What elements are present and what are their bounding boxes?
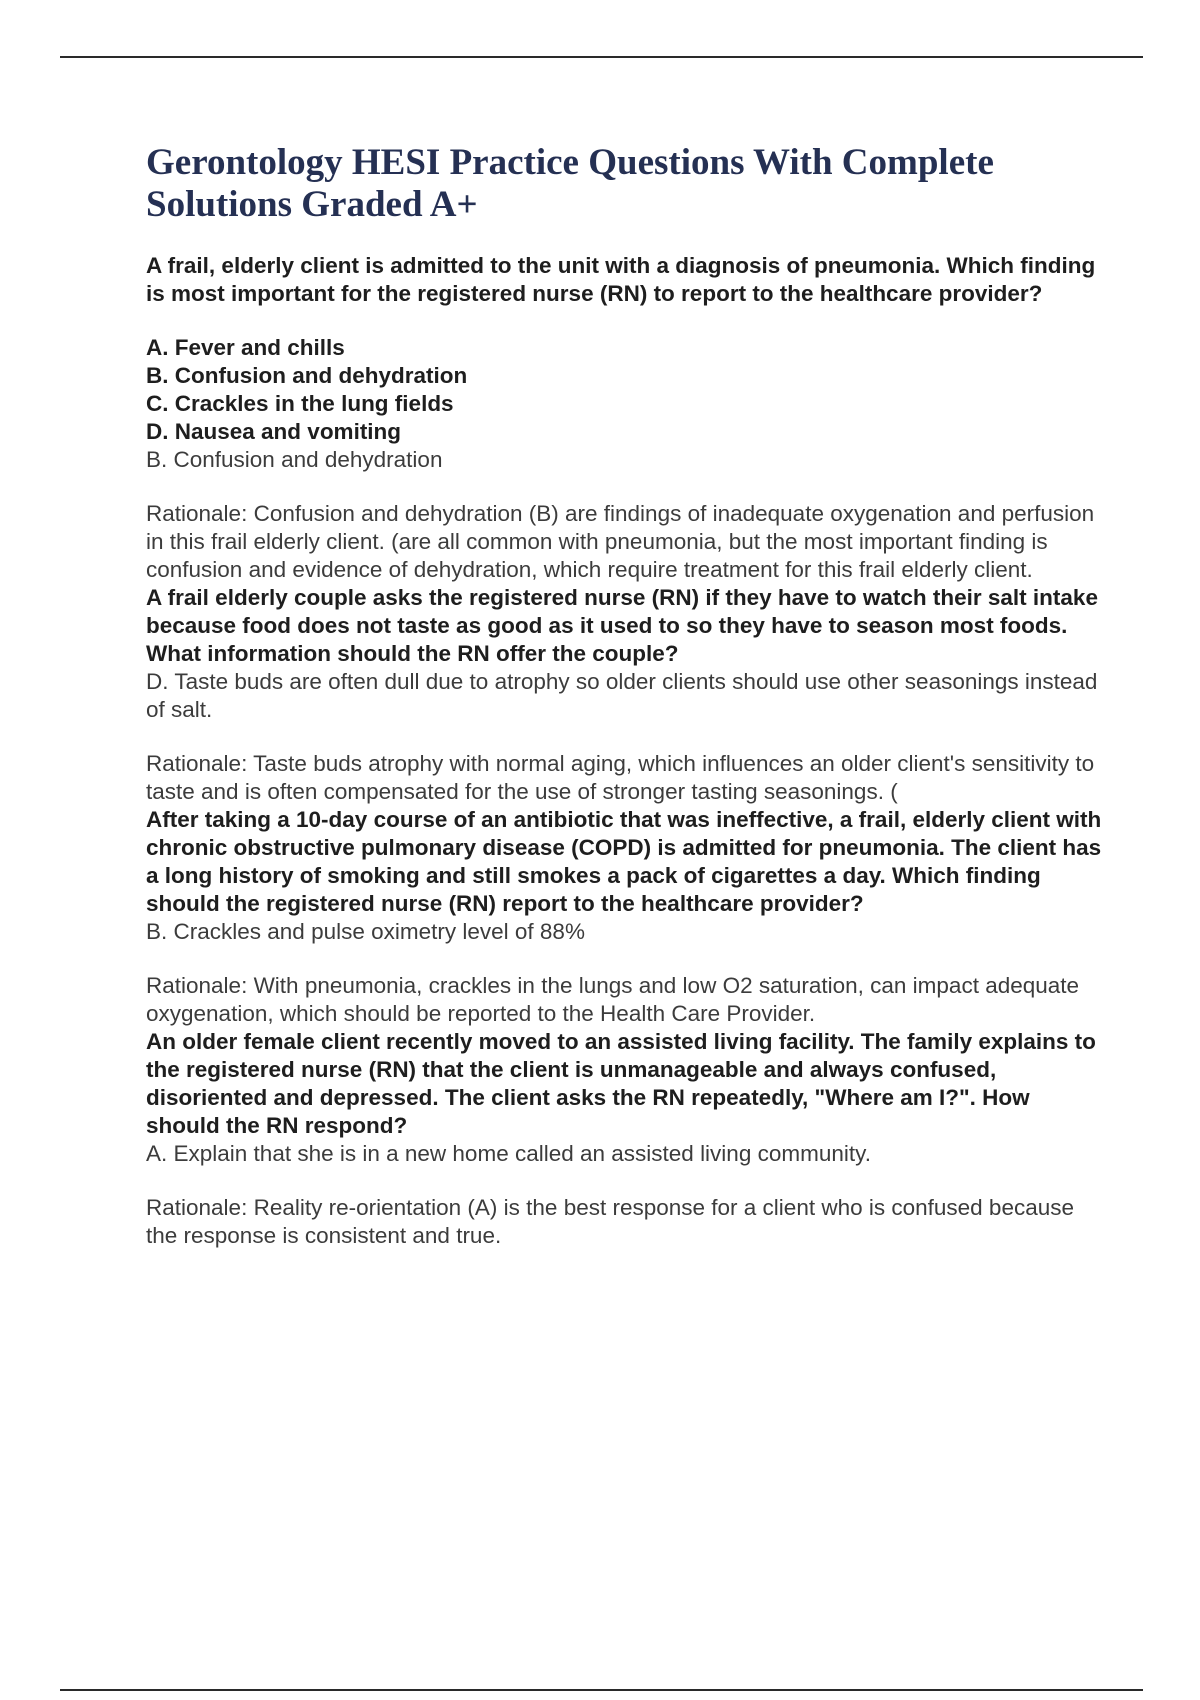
rationale-text: Rationale: Taste buds atrophy with normal aging, which influences an older client's sensitivity to taste and is often compensated for the use of stronger tasting seasonings. ( (146, 751, 1095, 804)
question-text: After taking a 10-day course of an antibiotic that was ineffective, a frail, elderly client with chronic obstructive pulmonary disease (COPD) is admitted for pneumonia. The client has a long history of smoking and still smokes a pack of cigarettes a day. Which finding should the registered nurse (RN) report to the healthcare provider? (146, 807, 1102, 916)
option-c: C. Crackles in the lung fields (146, 391, 454, 416)
question-text: A frail elderly couple asks the registered nurse (RN) if they have to watch their salt intake because food does not taste as good as it used to so they have to season most foods. What information should the RN offer the couple? (146, 585, 1098, 666)
option-b: B. Confusion and dehydration (146, 363, 468, 388)
question-block-4 (146, 1028, 1106, 1250)
answer-text: B. Confusion and dehydration (146, 447, 443, 472)
answer-options (146, 334, 1106, 446)
rationale-text: Rationale: Confusion and dehydration (B) are findings of inadequate oxygenation and perfusion in this frail elderly client. (are all common with pneumonia, but the most important finding is confusion and evidence of dehydration, which require treatment for this frail elderly client. (146, 501, 1095, 582)
question-block-3 (146, 806, 1106, 1028)
footer-rule (60, 1689, 1143, 1691)
question-block-1 (146, 252, 1106, 584)
answer-text: B. Crackles and pulse oximetry level of 88% (146, 919, 585, 944)
document-body (146, 142, 1106, 1250)
question-text: An older female client recently moved to an assisted living facility. The family explains to the registered nurse (RN) that the client is unmanageable and always confused, disoriented and depressed. The client asks the RN repeatedly, "Where am I?". How should the RN respond? (146, 1029, 1096, 1138)
rationale-text: Rationale: Reality re-orientation (A) is the best response for a client who is confused because the response is consistent and true. (146, 1195, 1074, 1248)
document-title: Gerontology HESI Practice Questions With Complete Solutions Graded A+ (146, 142, 994, 225)
answer-text: A. Explain that she is in a new home called an assisted living community. (146, 1141, 871, 1166)
question-text: A frail, elderly client is admitted to the unit with a diagnosis of pneumonia. Which finding is most important for the registered nurse (RN) to report to the healthcare provider? (146, 253, 1096, 306)
question-block-2 (146, 584, 1106, 806)
answer-text: D. Taste buds are often dull due to atrophy so older clients should use other seasonings instead of salt. (146, 669, 1098, 722)
rationale-text: Rationale: With pneumonia, crackles in the lungs and low O2 saturation, can impact adequate oxygenation, which should be reported to the Health Care Provider. (146, 973, 1080, 1026)
option-a: A. Fever and chills (146, 335, 345, 360)
option-d: D. Nausea and vomiting (146, 419, 402, 444)
header-rule (60, 56, 1143, 58)
